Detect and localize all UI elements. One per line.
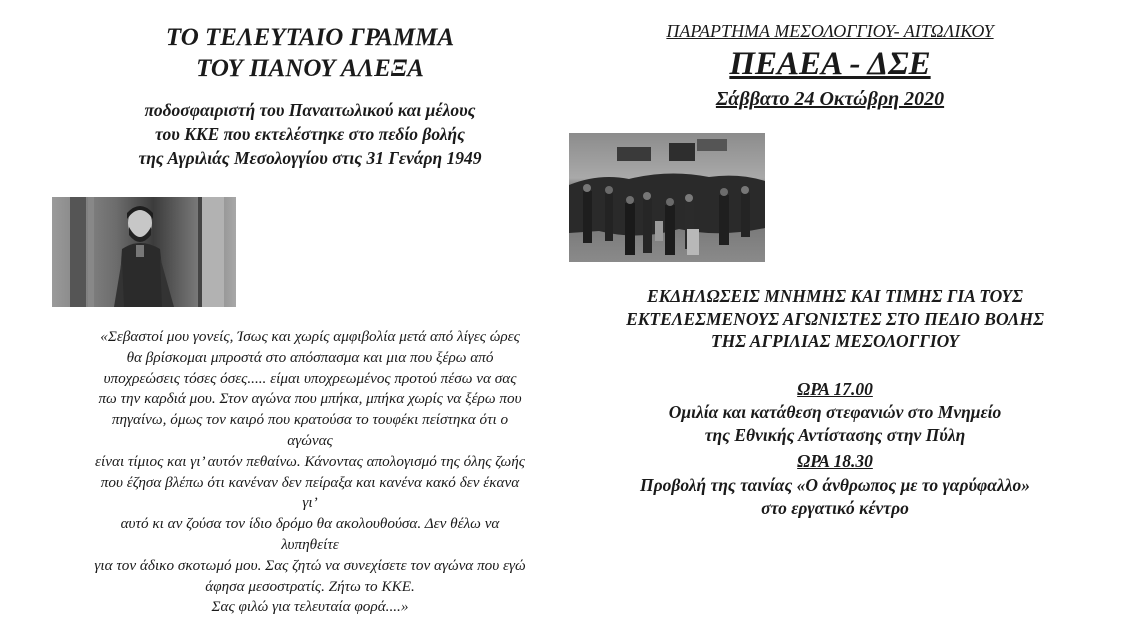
letter-line: άφησα μεσοστρατίς. Ζήτω το ΚΚΕ. — [205, 577, 415, 595]
letter-title-line: ΤΟ ΤΕΛΕΥΤΑΙΟ ΓΡΑΜΜΑ — [165, 24, 455, 51]
schedule-event-line: Προβολή της ταινίας «Ο άνθρωπος με το γαρύφαλλο» — [640, 475, 1030, 495]
subtitle-line: της Αγριλιάς Μεσολογγίου στις 31 Γενάρη 1949 — [138, 148, 482, 168]
events-heading-line: ΕΚΔΗΛΩΣΕΙΣ ΜΝΗΜΗΣ ΚΑΙ ΤΙΜΗΣ ΓΙΑ ΤΟΥΣ — [647, 286, 1023, 306]
events-heading-line: ΤΗΣ ΑΓΡΙΛΙΑΣ ΜΕΣΟΛΟΓΓΙΟΥ — [710, 331, 960, 351]
letter-line: πηγαίνω, όμως τον καιρό που κρατούσα το τουφέκι πείστηκα ότι ο — [111, 411, 509, 429]
letter-line: θα βρίσκομαι μπροστά στο απόσπασμα και μια που ξέρω από — [126, 348, 494, 366]
events-heading — [570, 285, 1100, 353]
letter-line: αγώνας — [287, 431, 333, 449]
crowd-photo — [569, 133, 765, 262]
portrait-photo — [52, 197, 236, 307]
schedule-event-line: Ομιλία και κατάθεση στεφανιών στο Μνημείο — [668, 402, 1002, 422]
subtitle-line: του ΚΚΕ που εκτελέστηκε στο πεδίο βολής — [155, 124, 465, 144]
letter-line: γι’ — [302, 494, 318, 512]
letter-subtitle — [60, 98, 560, 170]
event-date: Σάββατο 24 Οκτώβρη 2020 — [715, 88, 945, 110]
schedule-time: ΩΡΑ 18.30 — [797, 451, 873, 471]
letter-line: που έζησα βλέπω ότι κανέναν δεν πείραξα και κανένα κακό δεν έκανα — [100, 473, 520, 491]
events-heading-line: ΕΚΤΕΛΕΣΜΕΝΟΥΣ ΑΓΩΝΙΣΤΕΣ ΣΤΟ ΠΕΔΙΟ ΒΟΛΗΣ — [626, 308, 1044, 329]
letter-text — [40, 327, 580, 618]
letter-line: λυπηθείτε — [281, 535, 339, 553]
letter-line: για τον άδικο σκοτωμό μου. Σας ζητώ να συνεχίσετε τον αγώνα που εγώ — [94, 556, 526, 574]
organization-name: ΠΕΑΕΑ - ΔΣΕ — [729, 46, 931, 82]
branch-name: ΠΑΡΑΡΤΗΜΑ ΜΕΣΟΛΟΓΓΙΟΥ- ΑΙΤΩΛΙΚΟΥ — [666, 21, 994, 41]
schedule-time: ΩΡΑ 17.00 — [797, 379, 873, 399]
letter-line: Σας φιλώ για τελευταία φορά....» — [211, 598, 409, 616]
letter-line: υποχρεώσεις τόσες όσες..... είμαι υποχρεωμένος προτού πέσω να σας — [103, 369, 517, 387]
letter-line: πω την καρδιά μου. Στον αγώνα που μπήκα, μπήκα χωρίς να ξέρω που — [98, 390, 522, 408]
letter-line: είναι τίμιος και γι’ αυτόν πεθαίνω. Κάνοντας απολογισμό της όλης ζωής — [95, 452, 525, 470]
schedule-event-line: στο εργατικό κέντρο — [761, 498, 909, 518]
letter-title-line: ΤΟΥ ΠΑΝΟΥ ΑΛΕΞΑ — [196, 55, 424, 82]
letter-title — [60, 22, 560, 84]
schedule-event-line: της Εθνικής Αντίστασης στην Πύλη — [704, 425, 966, 445]
letter-line: αυτό κι αν ζούσα τον ίδιο δρόμο θα ακολουθούσα. Δεν θέλω να — [120, 515, 500, 533]
letter-line: «Σεβαστοί μου γονείς, Ίσως και χωρίς αμφιβολία μετά από λίγες ώρες — [100, 328, 520, 345]
schedule-event — [570, 474, 1100, 520]
subtitle-line: ποδοσφαιριστή του Παναιτωλικού και μέλους — [144, 100, 476, 120]
schedule-event — [570, 401, 1100, 447]
